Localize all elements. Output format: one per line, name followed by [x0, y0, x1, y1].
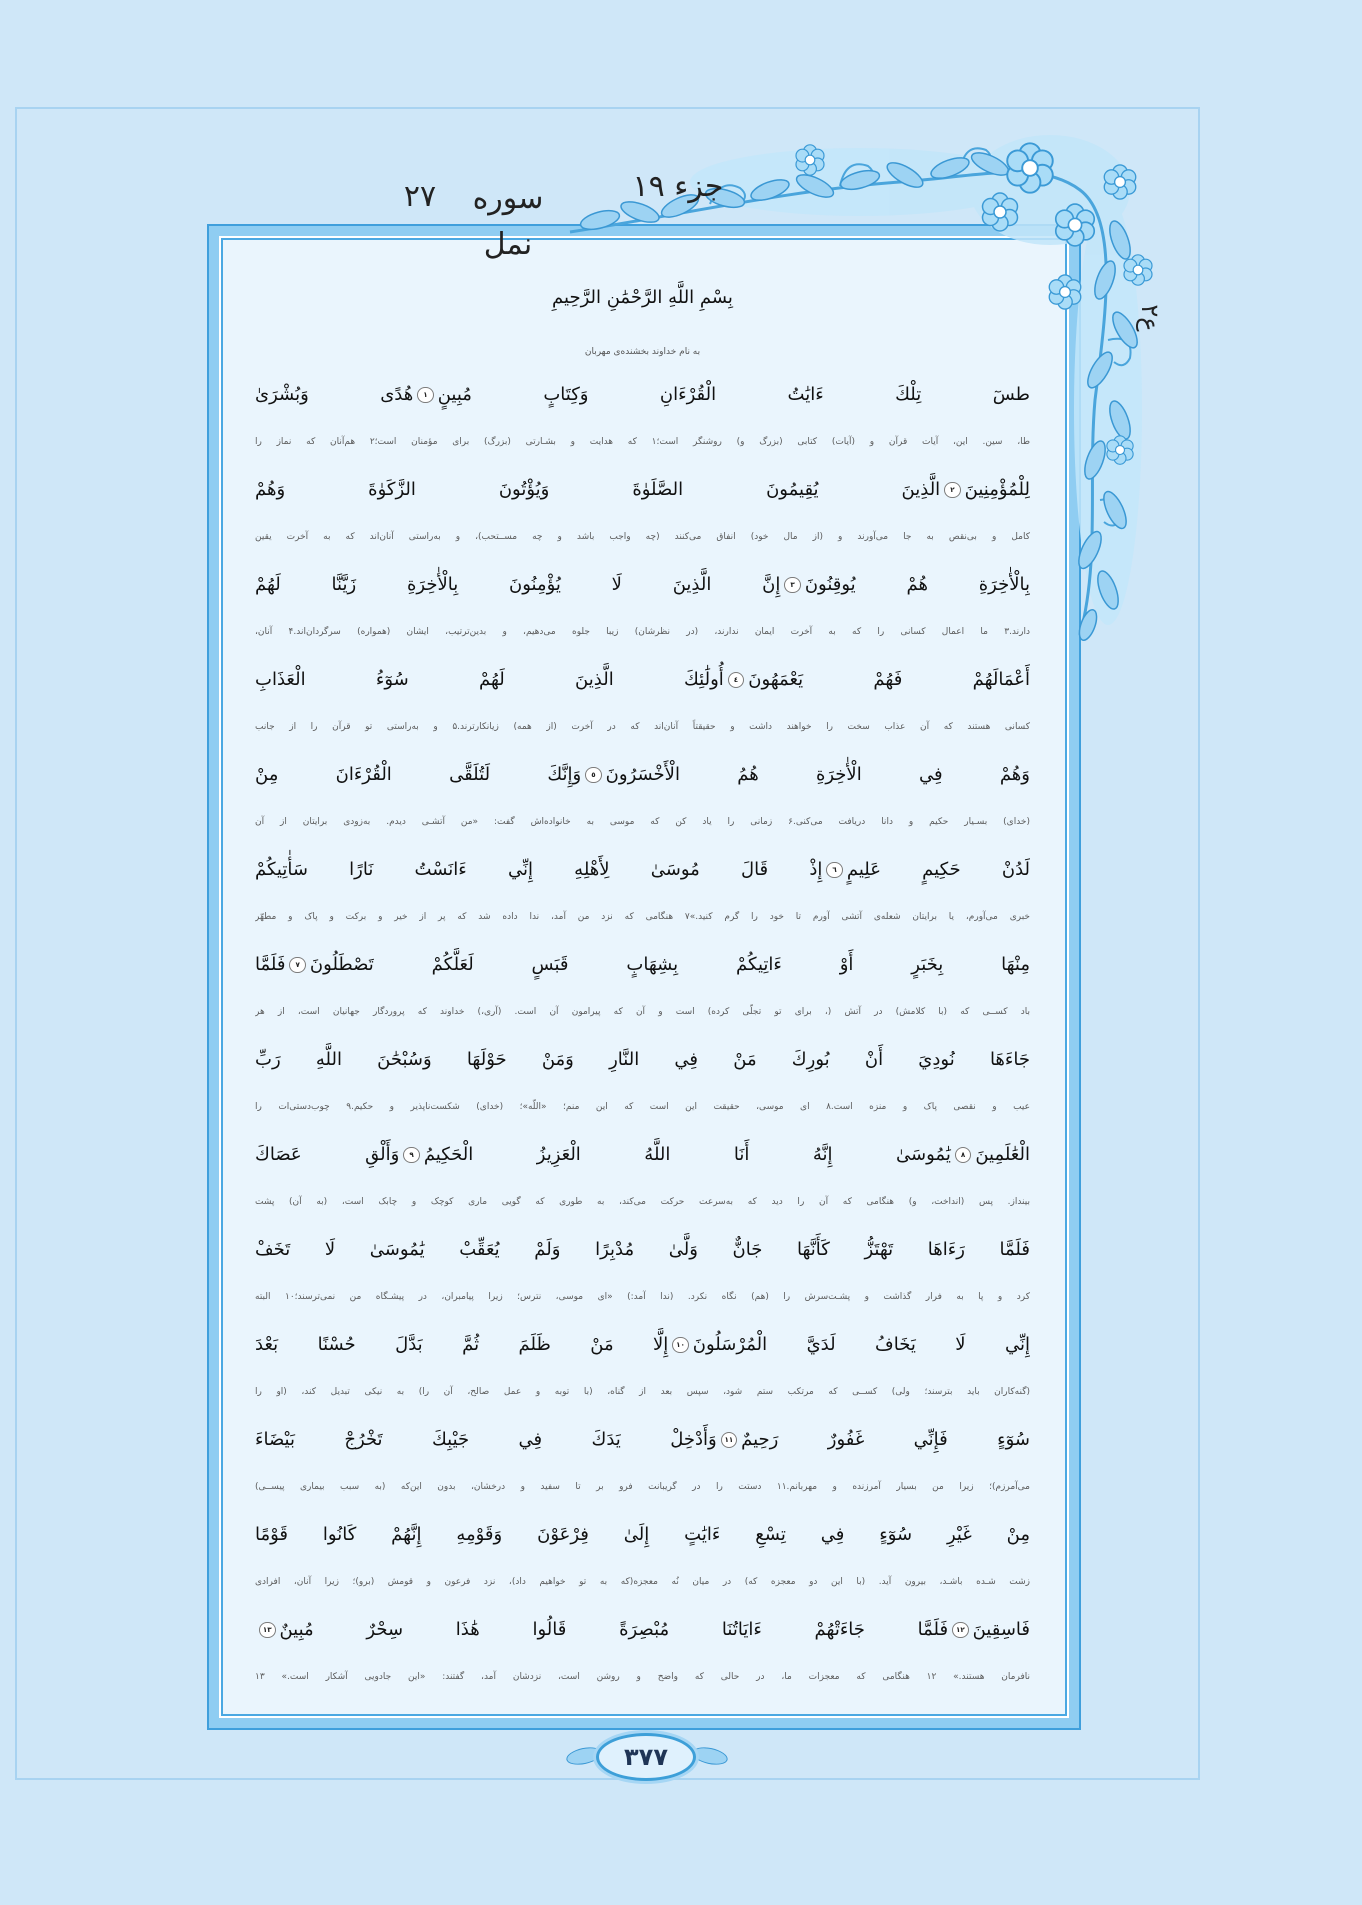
ayah-number-marker: ١٢	[952, 1622, 969, 1639]
arabic-text: طسٓ تِلْكَ ءَايَٰتُ الْقُرْءَانِ وَكِتَابٍ مُبِينٍ	[437, 384, 1030, 405]
ruku-marker: ع۲	[1136, 304, 1164, 332]
arabic-line	[255, 1031, 1030, 1088]
flower-icon	[1124, 255, 1152, 285]
arabic-text: يَٰمُوسَىٰ إِنَّهُ أَنَا اللَّهُ الْعَزِيزُ الْحَكِيمُ	[423, 1144, 951, 1165]
arabic-text: جَاءَهَا نُودِيَ أَنْ بُورِكَ مَنْ فِي النَّارِ وَمَنْ حَوْلَهَا وَسُبْحَٰنَ اللَّهِ رَبِّ	[255, 1049, 1030, 1070]
arabic-text: إِنِّي لَا يَخَافُ لَدَيَّ الْمُرْسَلُونَ	[692, 1334, 1030, 1355]
arabic-text: بِالْأٰخِرَةِ هُمْ يُوقِنُونَ	[804, 574, 1030, 595]
arabic-text: فَلَمَّا رَءَاهَا تَهْتَزُّ كَأَنَّهَا جَانٌّ وَلَّىٰ مُدْبِرًا وَلَمْ يُعَقِّبْ يَٰمُوسَىٰ لَا تَخَفْ	[255, 1239, 1030, 1260]
arabic-line	[255, 461, 1030, 518]
ayah-number-marker: ١٠	[672, 1337, 689, 1354]
ayah-number-marker: ٥	[585, 767, 602, 784]
arabic-line	[255, 746, 1030, 803]
bismillah-translation: به نام خداوند بخشنده‌ی مهربان	[584, 347, 701, 357]
arabic-line	[255, 1316, 1030, 1373]
flower-icon	[983, 193, 1018, 231]
translation-line: کرد و پا به فرار گذاشت و پشـت‌سرش را (هم) نگاه نکرد. (ندا آمد:) «ای موسی، نترس؛ زیرا پیامبران، در پیشـگاه من نمی‌ترسند؛۱۰ البته	[255, 1292, 1030, 1302]
arabic-line	[255, 1506, 1030, 1563]
arabic-text: لَدُنْ حَكِيمٍ عَلِيمٍ	[846, 859, 1030, 880]
arabic-text: فَلَمَّا	[255, 954, 286, 975]
arabic-text: أَعْمَالَهُمْ فَهُمْ يَعْمَهُونَ	[748, 669, 1030, 690]
ayah-number-marker: ١٣	[259, 1622, 276, 1639]
ayah-number-marker: ٢	[944, 482, 961, 499]
arabic-text: فَاسِقِينَ	[972, 1619, 1030, 1640]
flower-icon	[796, 145, 824, 175]
translation-line: کسانی هستند که آن عذاب سخت را خواهند داشت و حقیقتاً آنان‌اند که در آخرت (از همه) زیانکارترند.۵ و به‌راستی تو قرآن را از جانب	[255, 722, 1030, 732]
ayah-number-marker: ١١	[721, 1432, 738, 1449]
ayah-number-marker: ٣	[784, 577, 801, 594]
arabic-line	[255, 1601, 1030, 1658]
arabic-text: مِنْ غَيْرِ سُوٓءٍ فِي تِسْعِ ءَايَٰتٍ إِلَىٰ فِرْعَوْنَ وَقَوْمِهِ إِنَّهُمْ كَانُوا قَوْمًا	[255, 1524, 1030, 1545]
arabic-text: هُدًى وَبُشْرَىٰ	[255, 384, 414, 405]
ayah-number-marker: ٩	[403, 1147, 420, 1164]
arabic-text: وَأَدْخِلْ يَدَكَ فِي جَيْبِكَ تَخْرُجْ بَيْضَاءَ	[255, 1429, 717, 1450]
arabic-line	[255, 936, 1030, 993]
arabic-text: سُوٓءٍ فَإِنِّي غَفُورٌ رَحِيمٌ	[741, 1429, 1030, 1450]
translation-line: می‌آمرزم)؛ زیرا من بسیار آمرزنده و مهربانم.۱۱ دستت را در گریبانت فرو بر تا سفید و درخشان، بدون این‌که (به سبب بیماری پیســی)	[255, 1482, 1030, 1492]
translation-line: بینداز. پس (انداخت، و) هنگامی که آن را دید که به‌سرعت حرکت می‌کند، به طوری که گویی ماری کوچک و چابک است، (به آن) پشت	[255, 1197, 1030, 1207]
juz-label: جزء ۱۹	[632, 169, 724, 204]
ayah-number-marker: ١	[417, 387, 434, 404]
translation-line: عیب و نقصی پاک و منزه است.۸ ای موسی، حقیقت این است که این منم؛ «اللّه»؛ (خدای) شکست‌ناپذیر و حکیم.۹ چوب‌دستی‌ات را	[255, 1102, 1030, 1112]
ayah-number-marker: ٧	[289, 957, 306, 974]
verse-column	[255, 366, 1030, 1696]
flower-icon	[1056, 204, 1095, 246]
translation-line: خبری می‌آورم، یا برایتان شعله‌ی آتشی آورم تا خود را گرم کنید.»۷ هنگامی که نزد من آمد، ندا داده شد که پر از خیر و برکت و پاک و مطهّر	[255, 912, 1030, 922]
arabic-text: الَّذِينَ يُقِيمُونَ الصَّلَوٰةَ وَيُؤْتُونَ الزَّكَوٰةَ وَهُمْ	[255, 479, 941, 500]
arabic-line	[255, 366, 1030, 423]
arabic-line	[255, 1126, 1030, 1183]
arabic-line	[255, 556, 1030, 613]
page-number: ۳۷۷	[596, 1733, 696, 1781]
translation-line: طا، سین. این، آیات قرآن و (آیات) کتابی (بزرگ و) روشنگر است؛۱ که هدایت و بشـارتی (بزرگ) برای مؤمنان است؛۲ هم‌آنان که نماز را	[255, 437, 1030, 447]
bismillah: بِسْمِ اللَّهِ الرَّحْمَٰنِ الرَّحِيمِ	[552, 287, 733, 308]
arabic-text: أُولَٰئِكَ الَّذِينَ لَهُمْ سُوٓءُ الْعَذَابِ	[255, 669, 724, 690]
arabic-text: لِلْمُؤْمِنِينَ	[964, 479, 1030, 500]
arabic-line	[255, 1411, 1030, 1468]
surah-number: ۲۷	[403, 179, 437, 214]
translation-line: نافرمان هستند.» ۱۲ هنگامی که معجزات ما، در حالی که واضح و روشن است، نزدشان آمد، گفتند: «این جادویی آشکار است.» ۱۳	[255, 1672, 1030, 1682]
arabic-text: إِذْ قَالَ مُوسَىٰ لِأَهْلِهِ إِنِّي ءَانَسْتُ نَارًا سَأٰتِيكُمْ	[255, 859, 823, 880]
translation-line: زشت شـده باشـد، بیرون آید. (با این دو معجزه که) در میان نُه معجزه(که به تو خواهیم داد)، نزد فرعون و قومش (برو)؛ زیرا آنان، افرادی	[255, 1577, 1030, 1587]
arabic-text: إِلَّا مَنْ ظَلَمَ ثُمَّ بَدَّلَ حُسْنًا بَعْدَ	[255, 1334, 669, 1355]
arabic-line	[255, 651, 1030, 708]
arabic-text: فَلَمَّا جَاءَتْهُمْ ءَايَاتُنَا مُبْصِرَةً قَالُوا هَٰذَا سِحْرٌ مُبِينٌ	[279, 1619, 949, 1640]
arabic-text: الْعَٰلَمِينَ	[975, 1144, 1030, 1165]
translation-line: کامل و بی‌نقص به جا می‌آورند و (از مال خود) انفاق می‌کنند (چه واجب باشد و چه مســتحب)، و به‌راستی آنان‌اند که به آخرت یقین	[255, 532, 1030, 542]
arabic-text: وَإِنَّكَ لَتُلَقَّى الْقُرْءَانَ مِنْ	[255, 764, 582, 785]
arabic-line	[255, 1221, 1030, 1278]
arabic-text: وَهُمْ فِي الْأٰخِرَةِ هُمُ الْأَخْسَرُونَ	[605, 764, 1030, 785]
arabic-text: مِنْهَا بِخَبَرٍ أَوْ ءَاتِيكُمْ بِشِهَابٍ قَبَسٍ لَعَلَّكُمْ تَصْطَلُونَ	[309, 954, 1030, 975]
arabic-text: وَأَلْقِ عَصَاكَ	[255, 1144, 400, 1165]
ayah-number-marker: ٤	[728, 672, 745, 689]
translation-line: (گنه‌کاران باید بترسند؛ ولی) کســی که مرتکب ستم شود، سپس بعد از گناه، (با توبه و عمل صالح، آن را) به نیکی تبدیل کند، (او را	[255, 1387, 1030, 1397]
ayah-number-marker: ٨	[955, 1147, 972, 1164]
flower-icon	[1007, 143, 1053, 192]
arabic-text: إِنَّ الَّذِينَ لَا يُؤْمِنُونَ بِالْأٰخِرَةِ زَيَّنَّا لَهُمْ	[255, 574, 781, 595]
translation-line: باد کســی که (با کلامش) در آتش (، برای تو تجلّی کرده) است و آن که پیرامون آن است. (آری،) خداوند که پروردگار جهانیان است، از هر	[255, 1007, 1030, 1017]
flower-icon	[1107, 436, 1133, 465]
arabic-line	[255, 841, 1030, 898]
flower-icon	[1104, 165, 1136, 199]
surah-name: سوره نمل	[472, 181, 544, 262]
translation-line: (خدای) بسـیار حکیم و دانا دریافت می‌کنی.۶ زمانی را یاد کن که موسی به خانواده‌اش گفت: «من آتشـی دیدم. به‌زودی برایتان از آن	[255, 817, 1030, 827]
flower-icon	[1049, 275, 1081, 309]
ayah-number-marker: ٦	[826, 862, 843, 879]
translation-line: دارند.۳ ما اعمال کسانی را که به آخرت ایمان ندارند، (در نظرشان) زیبا جلوه می‌دهیم، و بدین‌ترتیب، ایشان (همواره) سرگردان‌اند.۴ آنان،	[255, 627, 1030, 637]
